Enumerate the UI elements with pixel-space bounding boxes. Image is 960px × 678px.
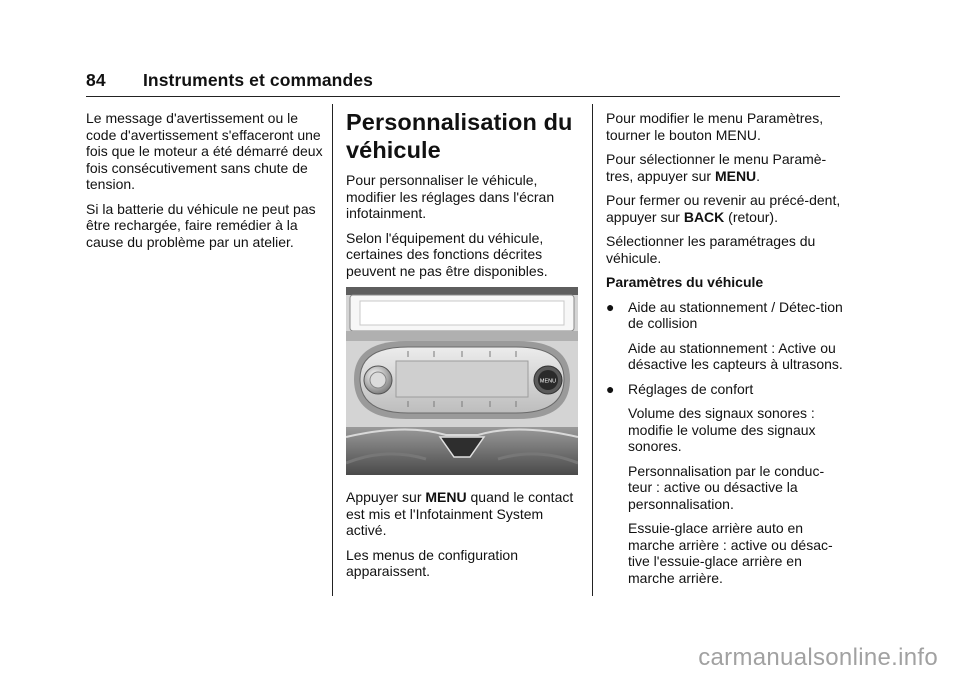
paragraph-select-vehicle-settings: Sélectionner les paramétrages du véhicule. bbox=[606, 233, 816, 266]
paragraph-menus-appear: Les menus de configuration apparaissent. bbox=[346, 546, 518, 579]
column-left bbox=[86, 110, 326, 258]
subheading-vehicle-settings: Paramètres du véhicule bbox=[606, 274, 764, 290]
infotainment-panel-figure bbox=[346, 287, 578, 475]
page-number: 84 bbox=[86, 70, 106, 90]
list-item-description: Personnalisation par le conduc-teur : active ou désactive la personnalisation. bbox=[628, 462, 825, 512]
menu-knob-label: MENU bbox=[539, 378, 557, 385]
column-divider-1 bbox=[332, 104, 333, 596]
paragraph-turn-menu: Pour modifier le menu Paramètres, tourner le bouton MENU. bbox=[606, 110, 824, 143]
list-item: ● Aide au stationnement / Détec-tion de collision bbox=[606, 298, 843, 331]
page-header bbox=[86, 70, 373, 91]
paragraph-back: Pour fermer ou revenir au précé-dent, appuyer sur BACK (retour). bbox=[606, 192, 841, 225]
paragraph-press-menu: Appuyer sur MENU quand le contact est mis et l'Infotainment System activé. bbox=[346, 489, 574, 538]
header-rule bbox=[86, 96, 840, 97]
infotainment-panel-illustration bbox=[346, 287, 578, 475]
paragraph-equipment: Selon l'équipement du véhicule, certaines des fonctions décrites peuvent ne pas être disponibles. bbox=[346, 229, 548, 279]
paragraph-battery: Si la batterie du véhicule ne peut pas être rechargée, faire remédier à la cause du problème par un atelier. bbox=[86, 200, 316, 250]
list-item: ● Réglages de confort bbox=[606, 380, 754, 397]
column-middle bbox=[346, 108, 586, 588]
watermark: carmanualsonline.info bbox=[698, 644, 938, 671]
column-divider-2 bbox=[592, 104, 593, 596]
section-title: Instruments et commandes bbox=[142, 70, 373, 90]
list-item-description: Volume des signaux sonores : modifie le volume des signaux sonores. bbox=[628, 405, 816, 454]
column-right bbox=[606, 110, 844, 594]
paragraph-select-menu: Pour sélectionner le menu Paramè-tres, appuyer sur MENU. bbox=[606, 151, 827, 184]
bullet-icon: ● bbox=[606, 380, 615, 397]
bullet-icon: ● bbox=[606, 298, 615, 315]
paragraph-warning-message: Le message d'avertissement ou le code d'avertissement s'effaceront une fois que le moteur a été démarré deux fois consécutivement sans chute de tension. bbox=[86, 110, 323, 192]
list-item-description: Essuie-glace arrière auto en marche arrière : active ou désac-tive l'essuie-glace arrière en marche arrière. bbox=[628, 520, 833, 586]
list-item-description: Aide au stationnement : Active ou désactive les capteurs à ultrasons. bbox=[628, 339, 843, 372]
menu-knob bbox=[534, 366, 562, 394]
paragraph-personalize: Pour personnaliser le véhicule, modifier les réglages dans l'écran infotainment. bbox=[346, 172, 555, 221]
section-heading: Personnalisation du véhicule bbox=[346, 109, 573, 163]
